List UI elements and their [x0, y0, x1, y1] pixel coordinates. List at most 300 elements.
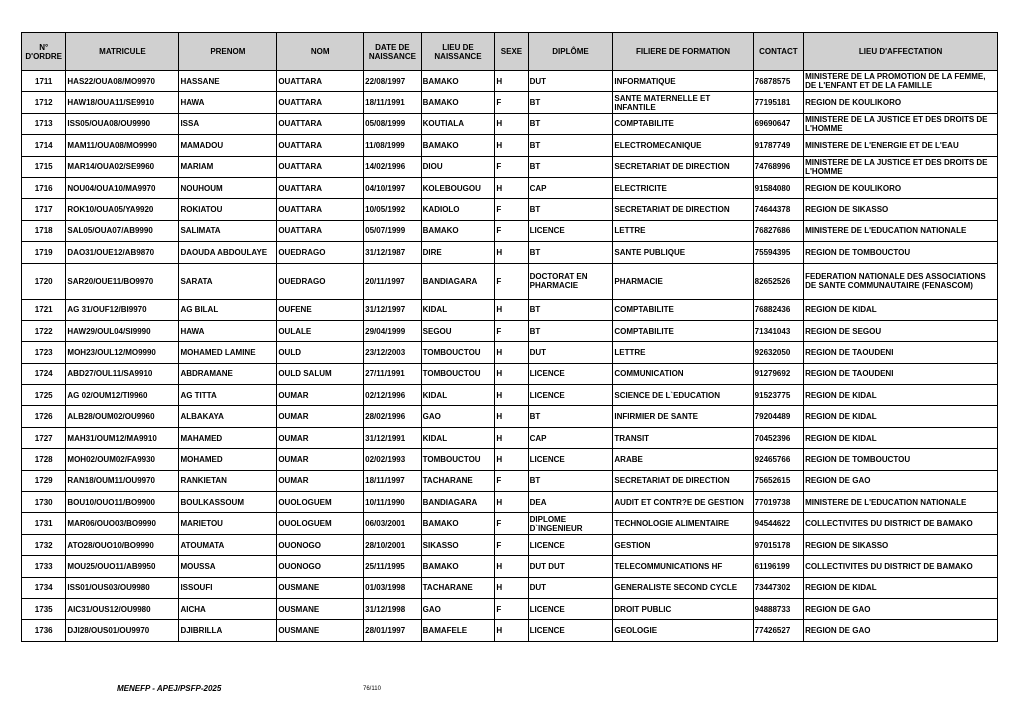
- cell-matricule: ATO28/OUO10/BO9990: [66, 534, 179, 555]
- cell-filiere: LETTRE: [613, 342, 753, 363]
- cell-diplome: DUT DUT: [528, 556, 613, 577]
- cell-filiere: TECHNOLOGIE ALIMENTAIRE: [613, 513, 753, 534]
- cell-affectation: REGION DE KOULIKORO: [804, 92, 998, 113]
- header-order: N° D'ORDRE: [22, 33, 66, 71]
- cell-order: 1717: [22, 199, 66, 220]
- cell-nom: OUMAR: [277, 470, 364, 491]
- cell-birth-place: BANDIAGARA: [421, 263, 495, 299]
- cell-matricule: MAR06/OUO03/BO9990: [66, 513, 179, 534]
- table-row: [22, 135, 998, 156]
- cell-sexe: H: [495, 427, 528, 448]
- cell-nom: OULALE: [277, 320, 364, 341]
- cell-order: 1736: [22, 620, 66, 641]
- cell-contact: 73447302: [753, 577, 803, 598]
- header-nom: NOM: [277, 33, 364, 71]
- cell-birth-date: 10/11/1990: [364, 492, 422, 513]
- table-row: [22, 263, 998, 299]
- cell-sexe: H: [495, 342, 528, 363]
- cell-affectation: REGION DE KIDAL: [804, 385, 998, 406]
- table-row: [22, 71, 998, 92]
- cell-prenom: SARATA: [179, 263, 277, 299]
- cell-affectation: REGION DE TAOUDENI: [804, 363, 998, 384]
- cell-contact: 77019738: [753, 492, 803, 513]
- cell-order: 1711: [22, 71, 66, 92]
- cell-birth-date: 28/10/2001: [364, 534, 422, 555]
- cell-birth-date: 01/03/1998: [364, 577, 422, 598]
- cell-contact: 75594395: [753, 242, 803, 263]
- cell-birth-date: 31/12/1998: [364, 598, 422, 619]
- cell-affectation: REGION DE SIKASSO: [804, 199, 998, 220]
- cell-birth-place: KOUTIALA: [421, 113, 495, 134]
- cell-filiere: TELECOMMUNICATIONS HF: [613, 556, 753, 577]
- table-row: [22, 513, 998, 534]
- cell-matricule: SAR20/OUE11/BO9970: [66, 263, 179, 299]
- cell-prenom: ISSA: [179, 113, 277, 134]
- cell-contact: 91584080: [753, 177, 803, 198]
- table-row: [22, 598, 998, 619]
- cell-matricule: MAH31/OUM12/MA9910: [66, 427, 179, 448]
- cell-contact: 76882436: [753, 299, 803, 320]
- cell-order: 1734: [22, 577, 66, 598]
- cell-sexe: H: [495, 113, 528, 134]
- cell-birth-date: 06/03/2001: [364, 513, 422, 534]
- cell-sexe: F: [495, 199, 528, 220]
- cell-affectation: MINISTERE DE LA PROMOTION DE LA FEMME, DE L'ENFANT ET DE LA FAMILLE: [804, 71, 998, 92]
- cell-birth-place: KIDAL: [421, 299, 495, 320]
- cell-birth-date: 05/07/1999: [364, 220, 422, 241]
- cell-birth-place: TACHARANE: [421, 577, 495, 598]
- cell-prenom: MAHAMED: [179, 427, 277, 448]
- cell-filiere: COMMUNICATION: [613, 363, 753, 384]
- cell-sexe: H: [495, 620, 528, 641]
- cell-birth-date: 29/04/1999: [364, 320, 422, 341]
- cell-contact: 79204489: [753, 406, 803, 427]
- cell-affectation: REGION DE GAO: [804, 620, 998, 641]
- cell-order: 1724: [22, 363, 66, 384]
- cell-sexe: F: [495, 92, 528, 113]
- cell-prenom: ATOUMATA: [179, 534, 277, 555]
- page-number: 76/110: [363, 686, 381, 692]
- cell-matricule: ISS01/OUS03/OU9980: [66, 577, 179, 598]
- cell-birth-place: BAMAKO: [421, 513, 495, 534]
- cell-matricule: ISS05/OUA08/OU9990: [66, 113, 179, 134]
- table-row: [22, 534, 998, 555]
- cell-filiere: GENERALISTE SECOND CYCLE: [613, 577, 753, 598]
- cell-affectation: REGION DE KIDAL: [804, 577, 998, 598]
- table-row: [22, 385, 998, 406]
- cell-filiere: PHARMACIE: [613, 263, 753, 299]
- cell-affectation: COLLECTIVITES DU DISTRICT DE BAMAKO: [804, 556, 998, 577]
- cell-matricule: MOU25/OUO11/AB9950: [66, 556, 179, 577]
- cell-contact: 74644378: [753, 199, 803, 220]
- cell-contact: 70452396: [753, 427, 803, 448]
- cell-birth-date: 28/01/1997: [364, 620, 422, 641]
- cell-matricule: AG 02/OUM12/TI9960: [66, 385, 179, 406]
- cell-nom: OUATTARA: [277, 113, 364, 134]
- table-row: [22, 92, 998, 113]
- cell-nom: OUATTARA: [277, 135, 364, 156]
- table-row: [22, 177, 998, 198]
- cell-diplome: CAP: [528, 427, 613, 448]
- cell-prenom: HAWA: [179, 320, 277, 341]
- cell-diplome: LICENCE: [528, 449, 613, 470]
- cell-nom: OUATTARA: [277, 92, 364, 113]
- cell-contact: 94544622: [753, 513, 803, 534]
- cell-birth-date: 02/02/1993: [364, 449, 422, 470]
- table-row: [22, 363, 998, 384]
- cell-matricule: MAM11/OUA08/MO9990: [66, 135, 179, 156]
- cell-nom: OUMAR: [277, 449, 364, 470]
- cell-birth-place: TOMBOUCTOU: [421, 363, 495, 384]
- cell-contact: 97015178: [753, 534, 803, 555]
- cell-nom: OUATTARA: [277, 220, 364, 241]
- cell-prenom: SALIMATA: [179, 220, 277, 241]
- cell-contact: 91523775: [753, 385, 803, 406]
- cell-prenom: MARIETOU: [179, 513, 277, 534]
- table-row: [22, 449, 998, 470]
- cell-nom: OUEDRAGO: [277, 263, 364, 299]
- cell-prenom: BOULKASSOUM: [179, 492, 277, 513]
- cell-contact: 61196199: [753, 556, 803, 577]
- cell-prenom: AICHA: [179, 598, 277, 619]
- cell-nom: OUSMANE: [277, 598, 364, 619]
- cell-birth-date: 31/12/1987: [364, 242, 422, 263]
- cell-contact: 92465766: [753, 449, 803, 470]
- cell-filiere: SECRETARIAT DE DIRECTION: [613, 156, 753, 177]
- header-sexe: SEXE: [495, 33, 528, 71]
- cell-prenom: MOUSSA: [179, 556, 277, 577]
- footer-reference: MENEFP - APEJ/PSFP-2025: [117, 684, 222, 693]
- table-row: [22, 199, 998, 220]
- cell-birth-date: 02/12/1996: [364, 385, 422, 406]
- cell-filiere: TRANSIT: [613, 427, 753, 448]
- cell-contact: 77195181: [753, 92, 803, 113]
- cell-birth-date: 04/10/1997: [364, 177, 422, 198]
- cell-birth-place: TOMBOUCTOU: [421, 342, 495, 363]
- cell-sexe: F: [495, 320, 528, 341]
- header-prenom: PRENOM: [179, 33, 277, 71]
- cell-nom: OUEDRAGO: [277, 242, 364, 263]
- cell-birth-place: KIDAL: [421, 427, 495, 448]
- cell-order: 1727: [22, 427, 66, 448]
- cell-nom: OUSMANE: [277, 620, 364, 641]
- cell-nom: OUMAR: [277, 427, 364, 448]
- cell-prenom: RANKIETAN: [179, 470, 277, 491]
- cell-birth-place: BAMAKO: [421, 135, 495, 156]
- table-row: [22, 342, 998, 363]
- cell-affectation: MINISTERE DE LA JUSTICE ET DES DROITS DE L'HOMME: [804, 156, 998, 177]
- cell-matricule: MOH23/OUL12/MO9990: [66, 342, 179, 363]
- cell-diplome: BT: [528, 135, 613, 156]
- cell-matricule: AG 31/OUF12/BI9970: [66, 299, 179, 320]
- cell-affectation: REGION DE KIDAL: [804, 299, 998, 320]
- cell-birth-date: 25/11/1995: [364, 556, 422, 577]
- cell-contact: 75652615: [753, 470, 803, 491]
- cell-filiere: INFIRMIER DE SANTE: [613, 406, 753, 427]
- cell-matricule: DJI28/OUS01/OU9970: [66, 620, 179, 641]
- cell-sexe: H: [495, 242, 528, 263]
- cell-contact: 74768996: [753, 156, 803, 177]
- cell-sexe: F: [495, 534, 528, 555]
- cell-affectation: MINISTERE DE LA JUSTICE ET DES DROITS DE L'HOMME: [804, 113, 998, 134]
- cell-filiere: COMPTABILITE: [613, 113, 753, 134]
- cell-affectation: MINISTERE DE L'ENERGIE ET DE L'EAU: [804, 135, 998, 156]
- cell-birth-date: 14/02/1996: [364, 156, 422, 177]
- cell-order: 1712: [22, 92, 66, 113]
- cell-diplome: BT: [528, 242, 613, 263]
- cell-birth-place: GAO: [421, 406, 495, 427]
- cell-sexe: H: [495, 449, 528, 470]
- table-header-row: [22, 33, 998, 71]
- cell-affectation: MINISTERE DE L'EDUCATION NATIONALE: [804, 492, 998, 513]
- cell-affectation: MINISTERE DE L'EDUCATION NATIONALE: [804, 220, 998, 241]
- cell-filiere: ELECTRICITE: [613, 177, 753, 198]
- cell-filiere: DROIT PUBLIC: [613, 598, 753, 619]
- cell-filiere: ARABE: [613, 449, 753, 470]
- header-contact: CONTACT: [753, 33, 803, 71]
- cell-sexe: H: [495, 363, 528, 384]
- cell-affectation: REGION DE TOMBOUCTOU: [804, 449, 998, 470]
- cell-nom: OUOLOGUEM: [277, 513, 364, 534]
- cell-birth-date: 18/11/1991: [364, 92, 422, 113]
- cell-matricule: AIC31/OUS12/OU9980: [66, 598, 179, 619]
- cell-nom: OUATTARA: [277, 71, 364, 92]
- cell-diplome: DIPLOME D`INGENIEUR: [528, 513, 613, 534]
- cell-order: 1723: [22, 342, 66, 363]
- cell-contact: 76827686: [753, 220, 803, 241]
- cell-sexe: H: [495, 385, 528, 406]
- cell-diplome: DOCTORAT EN PHARMACIE: [528, 263, 613, 299]
- cell-affectation: FEDERATION NATIONALE DES ASSOCIATIONS DE SANTE COMMUNAUTAIRE (FENASCOM): [804, 263, 998, 299]
- cell-sexe: H: [495, 177, 528, 198]
- cell-diplome: DUT: [528, 577, 613, 598]
- cell-prenom: DJIBRILLA: [179, 620, 277, 641]
- cell-filiere: SECRETARIAT DE DIRECTION: [613, 199, 753, 220]
- cell-sexe: H: [495, 135, 528, 156]
- cell-nom: OUATTARA: [277, 177, 364, 198]
- cell-order: 1732: [22, 534, 66, 555]
- cell-diplome: BT: [528, 320, 613, 341]
- cell-order: 1729: [22, 470, 66, 491]
- cell-order: 1718: [22, 220, 66, 241]
- cell-filiere: ELECTROMECANIQUE: [613, 135, 753, 156]
- cell-filiere: SANTE MATERNELLE ET INFANTILE: [613, 92, 753, 113]
- cell-matricule: ROK10/OUA05/YA9920: [66, 199, 179, 220]
- table-row: [22, 156, 998, 177]
- table-row: [22, 427, 998, 448]
- cell-birth-place: BAMAKO: [421, 92, 495, 113]
- cell-prenom: ISSOUFI: [179, 577, 277, 598]
- cell-birth-place: SIKASSO: [421, 534, 495, 555]
- results-table: [21, 32, 998, 642]
- cell-diplome: LICENCE: [528, 598, 613, 619]
- cell-birth-date: 27/11/1991: [364, 363, 422, 384]
- cell-order: 1722: [22, 320, 66, 341]
- cell-diplome: BT: [528, 299, 613, 320]
- cell-matricule: BOU10/OUO11/BO9900: [66, 492, 179, 513]
- cell-filiere: GEOLOGIE: [613, 620, 753, 641]
- cell-birth-place: TACHARANE: [421, 470, 495, 491]
- cell-affectation: REGION DE SEGOU: [804, 320, 998, 341]
- cell-affectation: REGION DE GAO: [804, 470, 998, 491]
- header-affectation: LIEU D'AFFECTATION: [804, 33, 998, 71]
- cell-sexe: H: [495, 577, 528, 598]
- table-row: [22, 577, 998, 598]
- cell-diplome: BT: [528, 156, 613, 177]
- cell-diplome: LICENCE: [528, 620, 613, 641]
- cell-birth-place: DIOU: [421, 156, 495, 177]
- cell-diplome: DEA: [528, 492, 613, 513]
- cell-prenom: ROKIATOU: [179, 199, 277, 220]
- table-row: [22, 113, 998, 134]
- cell-sexe: F: [495, 598, 528, 619]
- cell-order: 1733: [22, 556, 66, 577]
- cell-contact: 71341043: [753, 320, 803, 341]
- cell-filiere: LETTRE: [613, 220, 753, 241]
- cell-birth-date: 18/11/1997: [364, 470, 422, 491]
- cell-diplome: DUT: [528, 71, 613, 92]
- cell-birth-place: BANDIAGARA: [421, 492, 495, 513]
- cell-matricule: HAW29/OUL04/SI9990: [66, 320, 179, 341]
- table-row: [22, 320, 998, 341]
- cell-contact: 82652526: [753, 263, 803, 299]
- cell-order: 1728: [22, 449, 66, 470]
- cell-birth-date: 10/05/1992: [364, 199, 422, 220]
- cell-contact: 94888733: [753, 598, 803, 619]
- cell-matricule: DAO31/OUE12/AB9870: [66, 242, 179, 263]
- header-birth-place: LIEU DE NAISSANCE: [421, 33, 495, 71]
- cell-sexe: H: [495, 492, 528, 513]
- cell-order: 1715: [22, 156, 66, 177]
- cell-prenom: MARIAM: [179, 156, 277, 177]
- cell-diplome: BT: [528, 199, 613, 220]
- cell-filiere: SCIENCE DE L`EDUCATION: [613, 385, 753, 406]
- cell-diplome: LICENCE: [528, 363, 613, 384]
- cell-matricule: ABD27/OUL11/SA9910: [66, 363, 179, 384]
- cell-order: 1721: [22, 299, 66, 320]
- cell-affectation: REGION DE GAO: [804, 598, 998, 619]
- cell-filiere: COMPTABILITE: [613, 299, 753, 320]
- cell-diplome: LICENCE: [528, 534, 613, 555]
- cell-contact: 76878575: [753, 71, 803, 92]
- cell-prenom: AG BILAL: [179, 299, 277, 320]
- table-row: [22, 220, 998, 241]
- cell-affectation: COLLECTIVITES DU DISTRICT DE BAMAKO: [804, 513, 998, 534]
- cell-diplome: CAP: [528, 177, 613, 198]
- table-row: [22, 470, 998, 491]
- cell-order: 1714: [22, 135, 66, 156]
- cell-nom: OUMAR: [277, 385, 364, 406]
- cell-diplome: LICENCE: [528, 385, 613, 406]
- cell-filiere: SANTE PUBLIQUE: [613, 242, 753, 263]
- cell-matricule: HAS22/OUA08/MO9970: [66, 71, 179, 92]
- cell-birth-date: 22/08/1997: [364, 71, 422, 92]
- cell-affectation: REGION DE KIDAL: [804, 406, 998, 427]
- cell-birth-date: 31/12/1997: [364, 299, 422, 320]
- cell-affectation: REGION DE KIDAL: [804, 427, 998, 448]
- cell-filiere: SECRETARIAT DE DIRECTION: [613, 470, 753, 491]
- cell-order: 1725: [22, 385, 66, 406]
- cell-sexe: F: [495, 513, 528, 534]
- cell-diplome: BT: [528, 113, 613, 134]
- table-row: [22, 556, 998, 577]
- cell-diplome: BT: [528, 470, 613, 491]
- cell-sexe: H: [495, 299, 528, 320]
- cell-order: 1719: [22, 242, 66, 263]
- cell-affectation: REGION DE SIKASSO: [804, 534, 998, 555]
- cell-sexe: H: [495, 71, 528, 92]
- cell-birth-place: KOLEBOUGOU: [421, 177, 495, 198]
- cell-sexe: H: [495, 556, 528, 577]
- cell-sexe: F: [495, 263, 528, 299]
- cell-sexe: H: [495, 406, 528, 427]
- cell-filiere: COMPTABILITE: [613, 320, 753, 341]
- table-row: [22, 492, 998, 513]
- cell-nom: OULD: [277, 342, 364, 363]
- cell-matricule: RAN18/OUM11/OU9970: [66, 470, 179, 491]
- cell-contact: 69690647: [753, 113, 803, 134]
- cell-birth-place: TOMBOUCTOU: [421, 449, 495, 470]
- cell-nom: OUMAR: [277, 406, 364, 427]
- table-row: [22, 620, 998, 641]
- cell-birth-date: 23/12/2003: [364, 342, 422, 363]
- cell-birth-place: DIRE: [421, 242, 495, 263]
- header-filiere: FILIERE DE FORMATION: [613, 33, 753, 71]
- cell-affectation: REGION DE TOMBOUCTOU: [804, 242, 998, 263]
- header-matricule: MATRICULE: [66, 33, 179, 71]
- cell-matricule: HAW18/OUA11/SE9910: [66, 92, 179, 113]
- cell-birth-place: BAMAKO: [421, 556, 495, 577]
- cell-affectation: REGION DE TAOUDENI: [804, 342, 998, 363]
- cell-nom: OUATTARA: [277, 199, 364, 220]
- cell-diplome: BT: [528, 406, 613, 427]
- cell-nom: OUFENE: [277, 299, 364, 320]
- cell-filiere: INFORMATIQUE: [613, 71, 753, 92]
- cell-order: 1731: [22, 513, 66, 534]
- cell-birth-date: 11/08/1999: [364, 135, 422, 156]
- cell-birth-place: SEGOU: [421, 320, 495, 341]
- cell-matricule: ALB28/OUM02/OU9960: [66, 406, 179, 427]
- cell-prenom: ALBAKAYA: [179, 406, 277, 427]
- cell-prenom: HASSANE: [179, 71, 277, 92]
- cell-contact: 91279692: [753, 363, 803, 384]
- cell-sexe: F: [495, 470, 528, 491]
- cell-birth-place: KADIOLO: [421, 199, 495, 220]
- cell-contact: 91787749: [753, 135, 803, 156]
- cell-birth-place: BAMAKO: [421, 220, 495, 241]
- cell-order: 1730: [22, 492, 66, 513]
- cell-sexe: F: [495, 156, 528, 177]
- header-diplome: DIPLÔME: [528, 33, 613, 71]
- table-row: [22, 299, 998, 320]
- cell-nom: OUONOGO: [277, 556, 364, 577]
- cell-matricule: NOU04/OUA10/MA9970: [66, 177, 179, 198]
- header-birth-date: DATE DE NAISSANCE: [364, 33, 422, 71]
- cell-birth-place: GAO: [421, 598, 495, 619]
- cell-order: 1713: [22, 113, 66, 134]
- cell-prenom: HAWA: [179, 92, 277, 113]
- cell-matricule: SAL05/OUA07/AB9990: [66, 220, 179, 241]
- cell-affectation: REGION DE KOULIKORO: [804, 177, 998, 198]
- cell-prenom: ABDRAMANE: [179, 363, 277, 384]
- cell-nom: OUATTARA: [277, 156, 364, 177]
- cell-order: 1726: [22, 406, 66, 427]
- table-row: [22, 406, 998, 427]
- cell-prenom: NOUHOUM: [179, 177, 277, 198]
- cell-matricule: MAR14/OUA02/SE9960: [66, 156, 179, 177]
- cell-nom: OUOLOGUEM: [277, 492, 364, 513]
- cell-matricule: MOH02/OUM02/FA9930: [66, 449, 179, 470]
